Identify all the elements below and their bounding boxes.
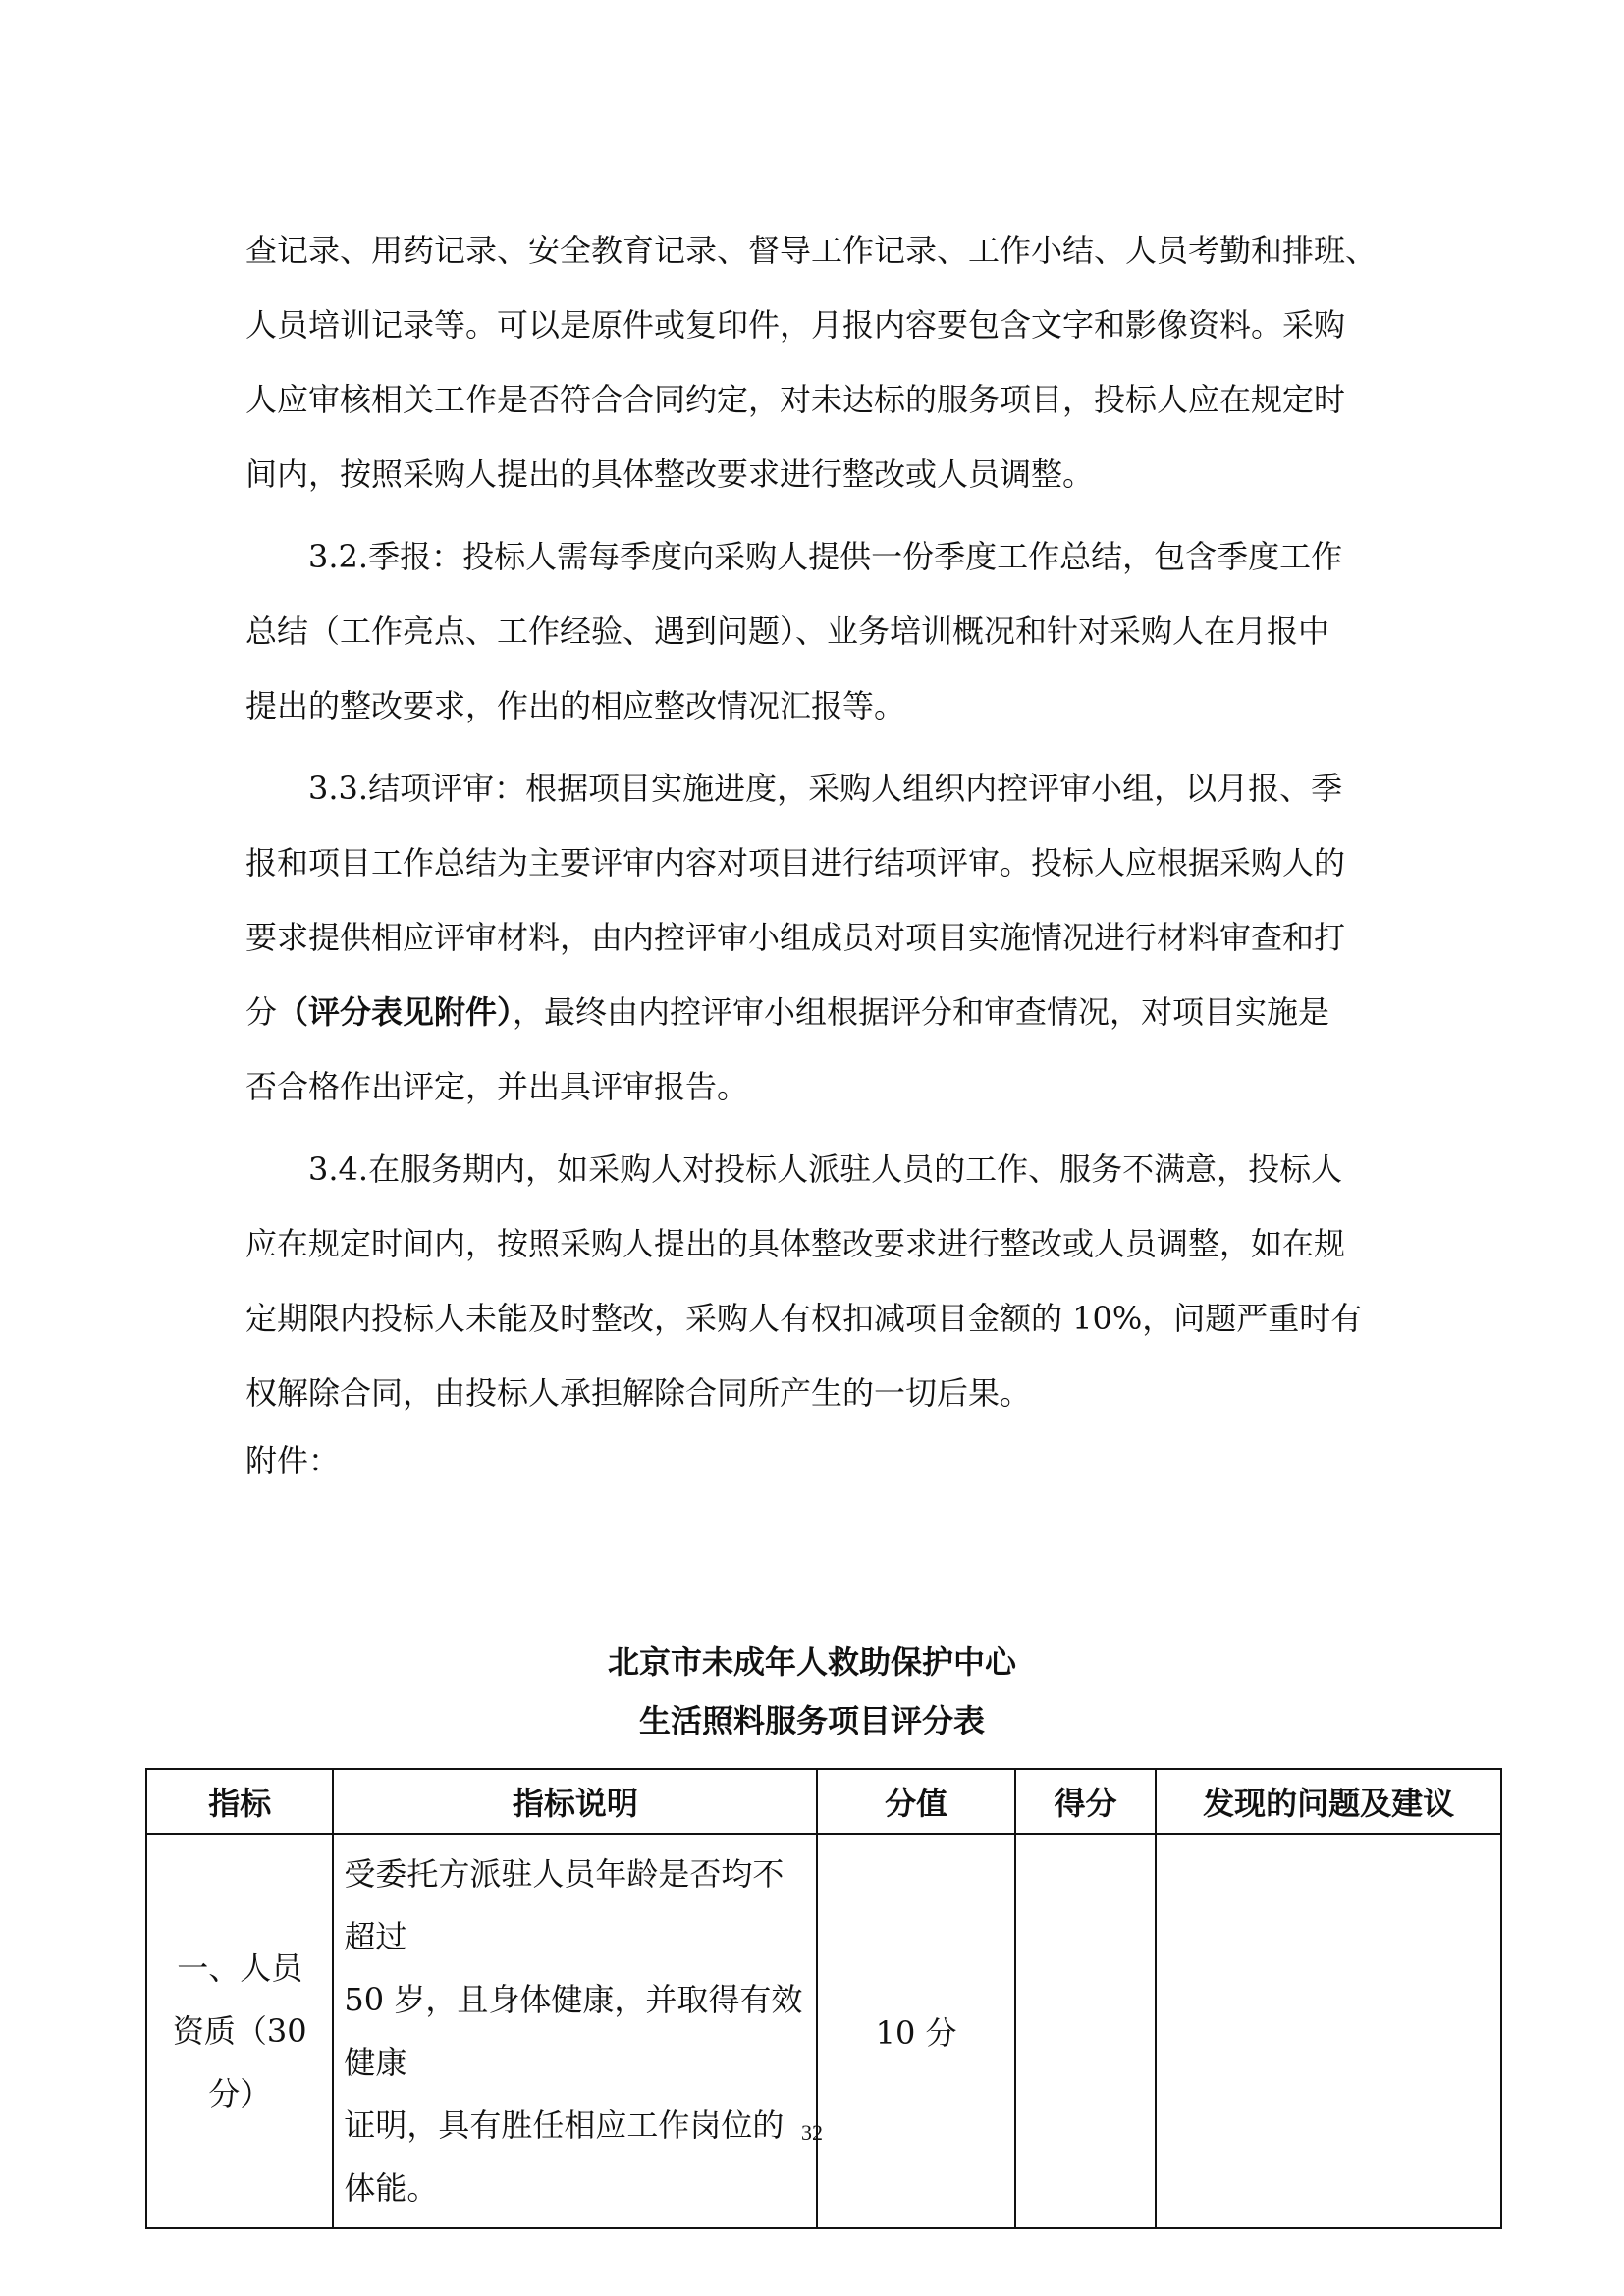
indicator-line: 一、人员 — [177, 1949, 303, 1987]
text-line: 报和项目工作总结为主要评审内容对项目进行结项评审。投标人应根据采购人的 — [245, 844, 1346, 881]
scoring-table — [145, 1768, 1502, 2229]
text-line: 查记录、用药记录、安全教育记录、督导工作记录、工作小结、人员考勤和排班、 — [245, 232, 1378, 269]
header-value: 分值 — [817, 1769, 1015, 1834]
header-issues-suggestions: 发现的问题及建议 — [1156, 1769, 1501, 1834]
text-line: 人员培训记录等。可以是原件或复印件，月报内容要包含文字和影像资料。采购 — [245, 306, 1346, 344]
table-header-row — [146, 1769, 1501, 1834]
header-description: 指标说明 — [333, 1769, 817, 1834]
paragraph-service-dissatisfaction — [245, 1132, 1384, 1430]
text-line: 要求提供相应评审材料，由内控评审小组成员对项目实施情况进行材料审查和打 — [245, 919, 1346, 956]
text-line: 3.2.季报：投标人需每季度向采购人提供一份季度工作总结，包含季度工作 — [308, 538, 1343, 575]
table-title-line-1: 北京市未成年人救助保护中心 — [607, 1643, 1016, 1681]
score-cell — [1015, 1834, 1156, 2228]
text-segment: 分 — [245, 993, 278, 1031]
description-cell — [333, 1834, 817, 2228]
indicator-line: 资质（30 — [172, 2012, 307, 2050]
table-row — [146, 1834, 1501, 2228]
text-line: 总结（工作亮点、工作经验、遇到问题）、业务培训概况和针对采购人在月报中 — [245, 613, 1330, 650]
paragraph-quarterly-report — [245, 519, 1384, 743]
text-line: 3.3.结项评审：根据项目实施进度，采购人组织内控评审小组，以月报、季 — [308, 770, 1343, 807]
text-line: 定期限内投标人未能及时整改，采购人有权扣减项目金额的 10%，问题严重时有 — [245, 1300, 1363, 1337]
description-line: 证明，具有胜任相应工作岗位的体能。 — [344, 2107, 785, 2207]
text-line: 应在规定时间内，按照采购人提出的具体整改要求进行整改或人员调整，如在规 — [245, 1225, 1346, 1262]
text-line: 人应审核相关工作是否符合合同约定，对未达标的服务项目，投标人应在规定时 — [245, 381, 1346, 418]
text-line: 提出的整改要求，作出的相应整改情况汇报等。 — [245, 687, 906, 724]
text-line: 否合格作出评定，并出具评审报告。 — [245, 1068, 749, 1105]
table-title-line-2: 生活照料服务项目评分表 — [638, 1702, 985, 1739]
paragraph-final-review — [245, 751, 1384, 1124]
attachment-label — [245, 1431, 1384, 1490]
description-line: 50 岁，且身体健康，并取得有效健康 — [344, 1981, 803, 2081]
text-line: 3.4.在服务期内，如采购人对投标人派驻人员的工作、服务不满意，投标人 — [308, 1150, 1343, 1188]
paragraph-monthly-report — [245, 213, 1384, 511]
text-segment: ，最终由内控评审小组根据评分和审查情况，对项目实施是 — [513, 993, 1330, 1031]
header-indicator: 指标 — [146, 1769, 333, 1834]
bold-note-scoring-table: （评分表见附件） — [277, 993, 514, 1031]
indicator-line: 分） — [208, 2075, 272, 2112]
indicator-cell — [146, 1834, 333, 2228]
text-line — [245, 975, 1384, 1049]
description-line: 受委托方派驻人员年龄是否均不超过 — [344, 1855, 785, 1955]
issues-cell — [1156, 1834, 1501, 2228]
header-score: 得分 — [1015, 1769, 1156, 1834]
text-line: 权解除合同，由投标人承担解除合同所产生的一切后果。 — [245, 1374, 1032, 1412]
value-cell: 10 分 — [817, 1834, 1015, 2228]
attachment-text: 附件： — [245, 1442, 341, 1479]
text-line: 间内，按照采购人提出的具体整改要求进行整改或人员调整。 — [245, 455, 1095, 493]
page-number: 32 — [801, 2120, 823, 2145]
